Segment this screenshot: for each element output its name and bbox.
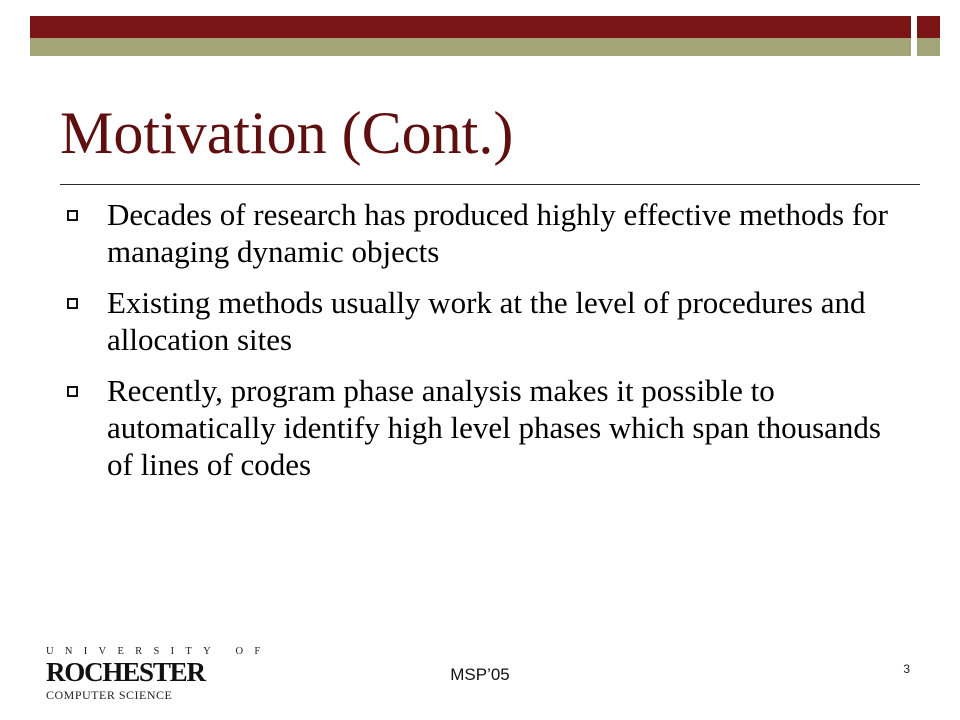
bullet-item: [60, 372, 910, 483]
title-divider: [60, 184, 920, 185]
slide-title: Motivation (Cont.): [60, 100, 514, 166]
slide-number: 3: [903, 662, 910, 676]
bullet-text: Existing methods usually work at the level of procedures and allocation sites: [107, 285, 866, 357]
footer-text: MSP’05: [450, 665, 510, 684]
logo-rochester: ROCHESTER: [46, 657, 205, 687]
logo-university-of: UNIVERSITY OF: [46, 646, 272, 657]
hollow-square-bullet-icon: [67, 298, 78, 309]
hollow-square-bullet-icon: [67, 210, 78, 221]
bullet-list: [60, 196, 910, 497]
bullet-text: Decades of research has produced highly effective methods for managing dynamic objects: [107, 197, 888, 269]
bullet-item: [60, 284, 910, 358]
corner-block-red: [917, 16, 940, 38]
hollow-square-bullet-icon: [67, 386, 78, 397]
bullet-text: Recently, program phase analysis makes it possible to automatically identify high level phases which span thousands of lines of codes: [107, 373, 881, 482]
header-bar-olive: [30, 38, 911, 56]
header-bar-red: [30, 16, 911, 38]
bullet-item: [60, 196, 910, 270]
corner-block-olive: [917, 38, 940, 56]
logo-computer-science: COMPUTER SCIENCE: [46, 688, 173, 702]
